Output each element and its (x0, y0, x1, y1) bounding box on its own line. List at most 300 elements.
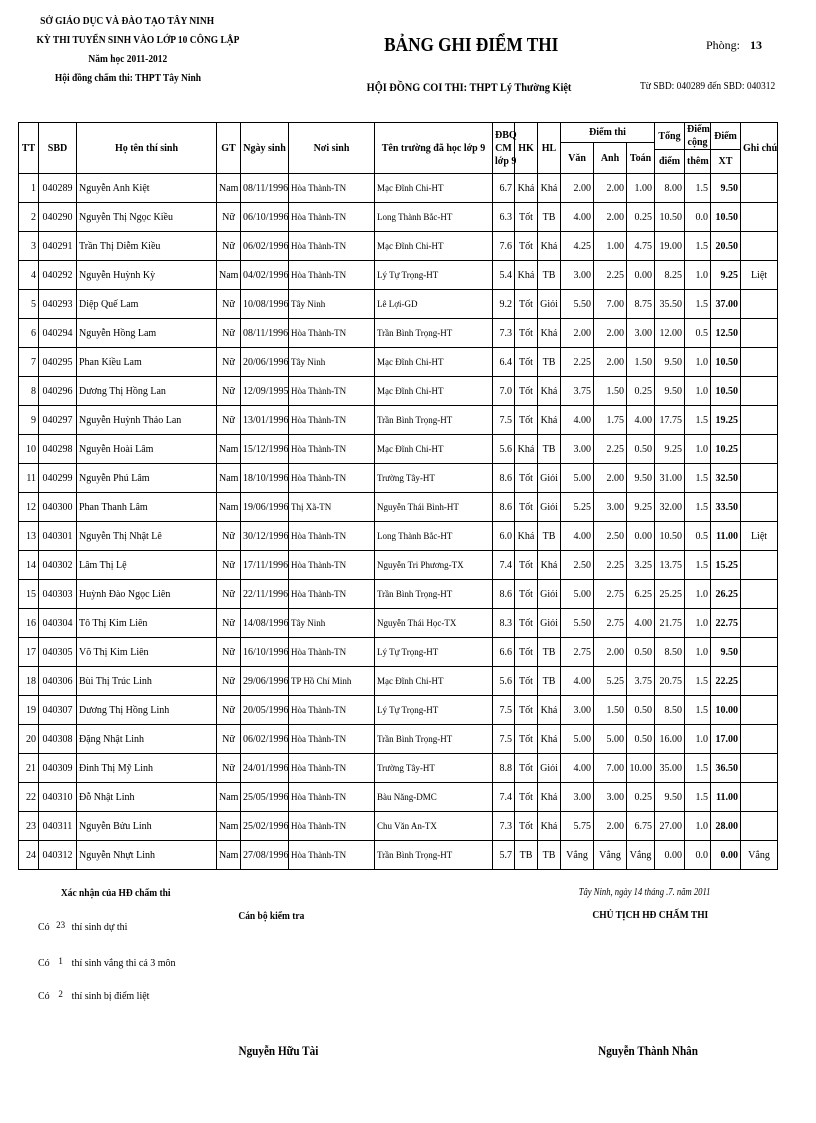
cell-tt: 12 (19, 493, 39, 522)
cell-total: 17.75 (655, 406, 685, 435)
chair-name: Nguyễn Thành Nhân (598, 1043, 698, 1058)
col-note: Ghi chú (741, 123, 778, 174)
cell-hl: Giỏi (538, 580, 561, 609)
cell-school: Mạc Đĩnh Chi-HT (375, 435, 493, 464)
cell-dbq: 7.5 (493, 696, 515, 725)
cell-xt: 20.50 (711, 232, 741, 261)
cell-dbq: 6.3 (493, 203, 515, 232)
cell-van: 4.00 (561, 754, 594, 783)
cell-sbd: 040289 (39, 174, 77, 203)
cell-hk: Tốt (515, 377, 538, 406)
cell-gender: Nữ (217, 609, 241, 638)
cell-hl: Khá (538, 783, 561, 812)
cell-dob: 19/06/1996 (241, 493, 289, 522)
table-row (19, 812, 778, 841)
cell-hl: Khá (538, 232, 561, 261)
table-row (19, 290, 778, 319)
cell-toan: Vắng (627, 841, 655, 870)
cell-birthplace: Hòa Thành-TN (289, 783, 375, 812)
cell-total: 12.00 (655, 319, 685, 348)
cell-tt: 24 (19, 841, 39, 870)
cell-dbq: 7.6 (493, 232, 515, 261)
cell-tt: 19 (19, 696, 39, 725)
cell-dbq: 7.5 (493, 725, 515, 754)
cell-hl: TB (538, 203, 561, 232)
cell-total: 9.25 (655, 435, 685, 464)
col-dbq: ĐBQ CM lớp 9 (493, 123, 515, 174)
cell-gender: Nữ (217, 406, 241, 435)
cell-dob: 16/10/1996 (241, 638, 289, 667)
cell-dob: 22/11/1996 (241, 580, 289, 609)
cell-note (741, 203, 778, 232)
cell-anh: 2.50 (594, 522, 627, 551)
cell-total: 8.50 (655, 696, 685, 725)
cell-van: 4.00 (561, 406, 594, 435)
cell-van: 2.50 (561, 551, 594, 580)
room-label: Phòng: (706, 38, 741, 52)
col-anh: Anh (594, 143, 627, 174)
sbd-range: Từ SBD: 040289 đến SBD: 040312 (639, 80, 775, 92)
cell-anh: 1.50 (594, 696, 627, 725)
cell-anh: 2.25 (594, 551, 627, 580)
cell-toan: 1.50 (627, 348, 655, 377)
cell-xt: 22.25 (711, 667, 741, 696)
cell-van: 3.75 (561, 377, 594, 406)
table-row (19, 203, 778, 232)
cell-sbd: 040297 (39, 406, 77, 435)
cell-xt: 32.50 (711, 464, 741, 493)
cell-note: Vắng (741, 841, 778, 870)
cell-gender: Nữ (217, 754, 241, 783)
cell-dbq: 6.7 (493, 174, 515, 203)
table-row (19, 725, 778, 754)
cell-sbd: 040299 (39, 464, 77, 493)
score-table (18, 122, 778, 870)
cell-hk: Tốt (515, 812, 538, 841)
col-xt: Điểm (711, 123, 741, 150)
cell-gender: Nữ (217, 319, 241, 348)
cell-name: Huỳnh Đào Ngọc Liên (77, 580, 217, 609)
cell-name: Dương Thị Hồng Linh (77, 696, 217, 725)
cell-birthplace: Hòa Thành-TN (289, 203, 375, 232)
cell-hk: Tốt (515, 638, 538, 667)
cell-anh: 2.75 (594, 580, 627, 609)
cell-birthplace: Tây Ninh (289, 609, 375, 638)
table-row (19, 609, 778, 638)
cell-sbd: 040292 (39, 261, 77, 290)
cell-xt: 10.25 (711, 435, 741, 464)
cell-dob: 30/12/1996 (241, 522, 289, 551)
cell-bonus: 1.5 (685, 232, 711, 261)
cell-dbq: 5.6 (493, 667, 515, 696)
cell-birthplace: Hòa Thành-TN (289, 406, 375, 435)
col-xt-sub: XT (711, 150, 741, 174)
cell-dob: 08/11/1996 (241, 174, 289, 203)
cell-note (741, 609, 778, 638)
cell-total: 8.50 (655, 638, 685, 667)
cell-school: Lý Tự Trọng-HT (375, 261, 493, 290)
cell-xt: 9.25 (711, 261, 741, 290)
cell-note (741, 580, 778, 609)
cell-xt: 10.00 (711, 696, 741, 725)
cell-van: 5.25 (561, 493, 594, 522)
cell-tt: 10 (19, 435, 39, 464)
cell-name: Tô Thị Kim Liên (77, 609, 217, 638)
cell-name: Đặng Nhật Linh (77, 725, 217, 754)
cell-toan: 0.50 (627, 638, 655, 667)
cell-dbq: 5.7 (493, 841, 515, 870)
cell-tt: 13 (19, 522, 39, 551)
exam-council: HỘI ĐỒNG COI THI: THPT Lý Thường Kiệt (366, 80, 572, 94)
cell-hk: Tốt (515, 609, 538, 638)
cell-total: 9.50 (655, 783, 685, 812)
cell-anh: 2.00 (594, 174, 627, 203)
cell-hl: Khá (538, 174, 561, 203)
cell-bonus: 1.5 (685, 406, 711, 435)
cell-xt: 36.50 (711, 754, 741, 783)
cell-xt: 37.00 (711, 290, 741, 319)
cell-name: Lâm Thị Lệ (77, 551, 217, 580)
cell-school: Trường Tây-HT (375, 754, 493, 783)
cell-sbd: 040306 (39, 667, 77, 696)
cell-birthplace: Hòa Thành-TN (289, 638, 375, 667)
cell-birthplace: Hòa Thành-TN (289, 522, 375, 551)
cell-note (741, 377, 778, 406)
cell-dob: 10/08/1996 (241, 290, 289, 319)
cell-bonus: 1.5 (685, 754, 711, 783)
cell-bonus: 1.0 (685, 638, 711, 667)
cell-xt: 26.25 (711, 580, 741, 609)
cell-hk: Tốt (515, 319, 538, 348)
cell-school: Trần Bình Trọng-HT (375, 406, 493, 435)
cell-hl: Khá (538, 377, 561, 406)
cell-note (741, 406, 778, 435)
cell-birthplace: Hòa Thành-TN (289, 319, 375, 348)
cell-xt: 17.00 (711, 725, 741, 754)
cell-bonus: 1.5 (685, 493, 711, 522)
cell-tt: 20 (19, 725, 39, 754)
cell-note (741, 319, 778, 348)
cell-hk: Tốt (515, 232, 538, 261)
cell-school: Long Thành Bắc-HT (375, 522, 493, 551)
cell-bonus: 1.0 (685, 725, 711, 754)
cell-dbq: 8.8 (493, 754, 515, 783)
cell-gender: Nữ (217, 638, 241, 667)
cell-van: 5.00 (561, 464, 594, 493)
cell-dbq: 8.3 (493, 609, 515, 638)
table-row (19, 551, 778, 580)
cell-van: 3.00 (561, 783, 594, 812)
cell-van: Vắng (561, 841, 594, 870)
cell-birthplace: Hòa Thành-TN (289, 261, 375, 290)
cell-hl: Khá (538, 725, 561, 754)
cell-name: Nguyễn Phú Lâm (77, 464, 217, 493)
cell-total: 35.00 (655, 754, 685, 783)
cell-tt: 11 (19, 464, 39, 493)
cell-sbd: 040296 (39, 377, 77, 406)
cell-dbq: 6.4 (493, 348, 515, 377)
cell-toan: 0.25 (627, 377, 655, 406)
cell-dob: 04/02/1996 (241, 261, 289, 290)
cell-toan: 0.50 (627, 435, 655, 464)
cell-school: Chu Văn An-TX (375, 812, 493, 841)
col-hk: HK (515, 123, 538, 174)
cell-tt: 6 (19, 319, 39, 348)
cell-hl: TB (538, 435, 561, 464)
cell-toan: 0.00 (627, 261, 655, 290)
department-name: SỞ GIÁO DỤC VÀ ĐÀO TẠO TÂY NINH (40, 15, 215, 27)
cell-gender: Nam (217, 464, 241, 493)
cell-anh: 2.25 (594, 435, 627, 464)
cell-hk: Tốt (515, 464, 538, 493)
cell-hk: Tốt (515, 406, 538, 435)
cell-name: Đỗ Nhật Linh (77, 783, 217, 812)
cell-toan: 8.75 (627, 290, 655, 319)
cell-note: Liệt (741, 522, 778, 551)
cell-dbq: 7.4 (493, 551, 515, 580)
cell-school: Mạc Đĩnh Chi-HT (375, 667, 493, 696)
cell-hl: Khá (538, 696, 561, 725)
cell-hl: TB (538, 261, 561, 290)
cell-tt: 15 (19, 580, 39, 609)
cell-note: Liệt (741, 261, 778, 290)
cell-dbq: 6.0 (493, 522, 515, 551)
cell-total: 8.00 (655, 174, 685, 203)
cell-hk: Tốt (515, 580, 538, 609)
cell-birthplace: Hòa Thành-TN (289, 812, 375, 841)
cell-total: 0.00 (655, 841, 685, 870)
cell-birthplace: Hòa Thành-TN (289, 551, 375, 580)
cell-xt: 10.50 (711, 377, 741, 406)
cell-van: 5.50 (561, 609, 594, 638)
table-row (19, 667, 778, 696)
cell-anh: 3.00 (594, 783, 627, 812)
cell-name: Phan Thanh Lâm (77, 493, 217, 522)
cell-note (741, 348, 778, 377)
cell-anh: 5.00 (594, 725, 627, 754)
cell-bonus: 1.0 (685, 261, 711, 290)
cell-name: Nguyễn Huỳnh Kỳ (77, 261, 217, 290)
cell-van: 5.75 (561, 812, 594, 841)
cell-bonus: 1.5 (685, 464, 711, 493)
cell-tt: 16 (19, 609, 39, 638)
table-row (19, 841, 778, 870)
table-row (19, 696, 778, 725)
cell-total: 25.25 (655, 580, 685, 609)
cell-toan: 3.25 (627, 551, 655, 580)
school-year: Năm học 2011-2012 (88, 53, 167, 65)
cell-xt: 11.00 (711, 783, 741, 812)
cell-birthplace: Hòa Thành-TN (289, 232, 375, 261)
cell-school: Trần Bình Trọng-HT (375, 580, 493, 609)
header-left (20, 12, 240, 88)
stat-absent: Có 1 thí sinh vắng thi cả 3 môn (38, 956, 176, 969)
col-toan: Toán (627, 143, 655, 174)
cell-bonus: 1.5 (685, 783, 711, 812)
cell-xt: 9.50 (711, 174, 741, 203)
cell-xt: 33.50 (711, 493, 741, 522)
cell-hl: TB (538, 638, 561, 667)
cell-gender: Nam (217, 841, 241, 870)
cell-dob: 27/08/1996 (241, 841, 289, 870)
cell-school: Nguyễn Tri Phương-TX (375, 551, 493, 580)
cell-anh: 2.00 (594, 348, 627, 377)
cell-dob: 06/02/1996 (241, 725, 289, 754)
cell-note (741, 754, 778, 783)
cell-gender: Nữ (217, 377, 241, 406)
cell-hk: Tốt (515, 203, 538, 232)
cell-sbd: 040294 (39, 319, 77, 348)
cell-school: Mạc Đĩnh Chi-HT (375, 232, 493, 261)
table-row (19, 754, 778, 783)
cell-toan: 0.50 (627, 696, 655, 725)
cell-gender: Nữ (217, 580, 241, 609)
cell-birthplace: Thị Xã-TN (289, 493, 375, 522)
cell-hk: Khá (515, 522, 538, 551)
cell-bonus: 0.0 (685, 841, 711, 870)
cell-total: 10.50 (655, 522, 685, 551)
cell-school: Nguyễn Thái Bình-HT (375, 493, 493, 522)
cell-school: Mạc Đĩnh Chi-HT (375, 348, 493, 377)
cell-total: 20.75 (655, 667, 685, 696)
cell-sbd: 040312 (39, 841, 77, 870)
cell-note (741, 232, 778, 261)
col-birthplace: Nơi sinh (289, 123, 375, 174)
cell-gender: Nam (217, 783, 241, 812)
cell-xt: 11.00 (711, 522, 741, 551)
cell-xt: 22.75 (711, 609, 741, 638)
cell-bonus: 0.0 (685, 203, 711, 232)
cell-anh: 1.50 (594, 377, 627, 406)
cell-gender: Nam (217, 493, 241, 522)
cell-gender: Nữ (217, 667, 241, 696)
cell-anh: 2.75 (594, 609, 627, 638)
cell-toan: 9.25 (627, 493, 655, 522)
cell-gender: Nữ (217, 696, 241, 725)
cell-van: 4.25 (561, 232, 594, 261)
cell-van: 2.75 (561, 638, 594, 667)
cell-dob: 29/06/1996 (241, 667, 289, 696)
cell-xt: 28.00 (711, 812, 741, 841)
cell-gender: Nam (217, 812, 241, 841)
cell-tt: 23 (19, 812, 39, 841)
cell-van: 4.00 (561, 522, 594, 551)
cell-birthplace: Hòa Thành-TN (289, 754, 375, 783)
chair-title: CHỦ TỊCH HĐ CHẤM THI (592, 909, 709, 921)
cell-anh: 2.00 (594, 319, 627, 348)
table-row (19, 232, 778, 261)
cell-gender: Nữ (217, 348, 241, 377)
cell-sbd: 040293 (39, 290, 77, 319)
table-row (19, 348, 778, 377)
cell-sbd: 040290 (39, 203, 77, 232)
cell-dbq: 9.2 (493, 290, 515, 319)
cell-dob: 25/05/1996 (241, 783, 289, 812)
exam-name: KỲ THI TUYỂN SINH VÀO LỚP 10 CÔNG LẬP (36, 34, 240, 46)
col-bonus-sub: thêm (685, 150, 711, 174)
cell-anh: 1.75 (594, 406, 627, 435)
cell-tt: 3 (19, 232, 39, 261)
cell-school: Trần Bình Trọng-HT (375, 841, 493, 870)
cell-school: Trường Tây-HT (375, 464, 493, 493)
cell-total: 35.50 (655, 290, 685, 319)
cell-van: 5.00 (561, 725, 594, 754)
cell-gender: Nam (217, 435, 241, 464)
cell-gender: Nữ (217, 232, 241, 261)
cell-name: Nguyễn Anh Kiệt (77, 174, 217, 203)
cell-sbd: 040308 (39, 725, 77, 754)
table-row (19, 319, 778, 348)
cell-anh: 2.00 (594, 812, 627, 841)
cell-note (741, 551, 778, 580)
cell-hl: Giỏi (538, 609, 561, 638)
cell-name: Nguyễn Bửu Linh (77, 812, 217, 841)
cell-hk: Khá (515, 174, 538, 203)
cell-tt: 21 (19, 754, 39, 783)
cell-xt: 15.25 (711, 551, 741, 580)
col-school: Tên trường đã học lớp 9 (375, 123, 493, 174)
table-row (19, 261, 778, 290)
cell-hl: Khá (538, 812, 561, 841)
cell-bonus: 0.5 (685, 522, 711, 551)
cell-note (741, 725, 778, 754)
cell-note (741, 174, 778, 203)
cell-sbd: 040291 (39, 232, 77, 261)
cell-dbq: 6.6 (493, 638, 515, 667)
cell-tt: 14 (19, 551, 39, 580)
cell-school: Lý Tự Trọng-HT (375, 696, 493, 725)
cell-birthplace: Hòa Thành-TN (289, 464, 375, 493)
cell-dob: 20/06/1996 (241, 348, 289, 377)
cell-dob: 06/02/1996 (241, 232, 289, 261)
cell-anh: 2.00 (594, 203, 627, 232)
cell-note (741, 435, 778, 464)
col-scores: Điểm thi (561, 123, 655, 143)
cell-birthplace: Tây Ninh (289, 290, 375, 319)
table-row (19, 435, 778, 464)
cell-gender: Nữ (217, 725, 241, 754)
cell-hk: Tốt (515, 783, 538, 812)
cell-hl: Khá (538, 551, 561, 580)
cell-name: Bùi Thị Trúc Linh (77, 667, 217, 696)
room-number: 13 (750, 38, 763, 52)
cell-hl: Giỏi (538, 754, 561, 783)
cell-total: 27.00 (655, 812, 685, 841)
cell-tt: 4 (19, 261, 39, 290)
cell-hl: Giỏi (538, 290, 561, 319)
cell-toan: 3.00 (627, 319, 655, 348)
cell-dob: 25/02/1996 (241, 812, 289, 841)
cell-dob: 24/01/1996 (241, 754, 289, 783)
cell-dob: 20/05/1996 (241, 696, 289, 725)
cell-tt: 17 (19, 638, 39, 667)
cell-dob: 15/12/1996 (241, 435, 289, 464)
cell-toan: 0.25 (627, 203, 655, 232)
cell-anh: 3.00 (594, 493, 627, 522)
cell-dbq: 5.6 (493, 435, 515, 464)
cell-hk: Tốt (515, 551, 538, 580)
cell-toan: 4.00 (627, 609, 655, 638)
cell-hl: Giỏi (538, 493, 561, 522)
cell-hl: TB (538, 348, 561, 377)
cell-total: 9.50 (655, 377, 685, 406)
cell-sbd: 040309 (39, 754, 77, 783)
cell-school: Nguyễn Thái Học-TX (375, 609, 493, 638)
stat-failed: Có 2 thí sinh bị điểm liệt (38, 989, 150, 1002)
cell-dob: 17/11/1996 (241, 551, 289, 580)
cell-tt: 9 (19, 406, 39, 435)
cell-hk: Tốt (515, 754, 538, 783)
